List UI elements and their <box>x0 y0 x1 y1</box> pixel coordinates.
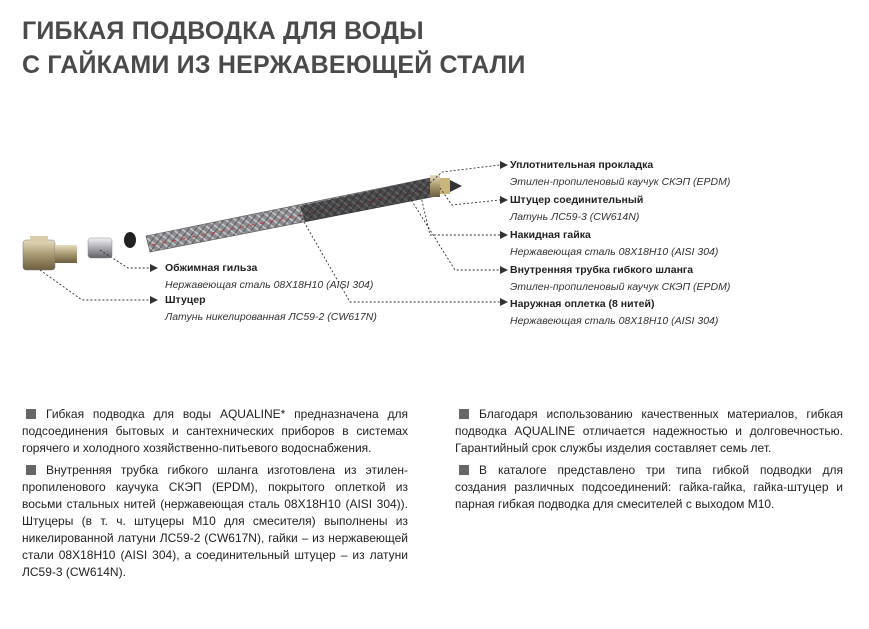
callout-fitting-material: Латунь никелированная ЛС59-2 (CW617N) <box>165 311 377 323</box>
callout-fitting-name: Штуцер <box>165 294 206 306</box>
callout-connector <box>510 192 643 226</box>
paragraph-text: Благодаря использованию качественных материалов, гибкая подводка AQUALINE отличается надежностью и долговечностью. Гарантийный срок службы изделия составляет семь лет. <box>455 407 843 455</box>
callout-connector-material: Латунь ЛС59-3 (CW614N) <box>510 211 640 223</box>
bullet-square-icon <box>26 409 36 419</box>
paragraph-text: В каталоге представлено три типа гибкой подводки для создания различных подсоединений: гайка-гайка, гайка-штуцер и парная гибкая подводка для смесителей с выходом М10. <box>455 463 843 511</box>
callout-gasket <box>510 157 730 191</box>
callout-braid <box>510 296 718 330</box>
callout-sleeve-material: Нержавеющая сталь 08Х18Н10 (AISI 304) <box>165 279 374 291</box>
braided-hose <box>146 178 437 252</box>
callout-braid-material: Нержавеющая сталь 08Х18Н10 (AISI 304) <box>510 315 719 327</box>
callout-braid-name: Наружная оплетка (8 нитей) <box>510 298 655 310</box>
callout-nut-material: Нержавеющая сталь 08Х18Н10 (AISI 304) <box>510 246 719 258</box>
callout-nut-name: Накидная гайка <box>510 229 591 241</box>
title-line-1: ГИБКАЯ ПОДВОДКА ДЛЯ ВОДЫ <box>22 17 424 45</box>
paragraph-text: Внутренняя трубка гибкого шланга изготовлена из этилен-пропиленового каучука СКЭП (EPDM), покрытого оплеткой из восьми стальных нитей (нержавеющая сталь 08Х18Н10 (AISI 304)). Штуцеры (в т. ч. штуцеры М10 для смесителя) выполнены из никелированной латуни ЛС59-2 (CW617N), гайки – из нержавеющей стали 08Х18Н10 (AISI 304), а соединительный штуцер – из латуни ЛС59-3 (CW614N). <box>22 463 408 579</box>
callout-inner-tube-name: Внутренняя трубка гибкого шланга <box>510 264 694 276</box>
bullet-square-icon <box>459 409 469 419</box>
callout-gasket-name: Уплотнительная прокладка <box>510 159 654 171</box>
callout-connector-name: Штуцер соединительный <box>510 194 644 206</box>
callout-gasket-material: Этилен-пропиленовый каучук СКЭП (EPDM) <box>510 176 731 188</box>
callout-sleeve <box>165 260 373 294</box>
callout-sleeve-name: Обжимная гильза <box>165 262 258 274</box>
text-column-right <box>455 406 843 518</box>
nut-part <box>430 175 462 197</box>
text-column-left <box>22 406 408 586</box>
paragraph <box>455 406 843 457</box>
bullet-square-icon <box>26 465 36 475</box>
fitting-part <box>23 236 77 270</box>
paragraph <box>22 406 408 457</box>
title-line-2: С ГАЙКАМИ ИЗ НЕРЖАВЕЮЩЕЙ СТАЛИ <box>22 51 526 79</box>
callout-inner-tube-material: Этилен-пропиленовый каучук СКЭП (EPDM) <box>510 281 731 293</box>
ring-part <box>124 232 136 248</box>
callout-nut <box>510 227 718 261</box>
callout-fitting <box>165 292 377 326</box>
paragraph <box>22 462 408 581</box>
callout-inner-tube <box>510 262 730 296</box>
paragraph <box>455 462 843 513</box>
paragraph-text: Гибкая подводка для воды AQUALINE* предназначена для подсоединения бытовых и сантехнических приборов в системах горячего и холодного хозяйственно-питьевого водоснабжения. <box>22 407 408 455</box>
bullet-square-icon <box>459 465 469 475</box>
